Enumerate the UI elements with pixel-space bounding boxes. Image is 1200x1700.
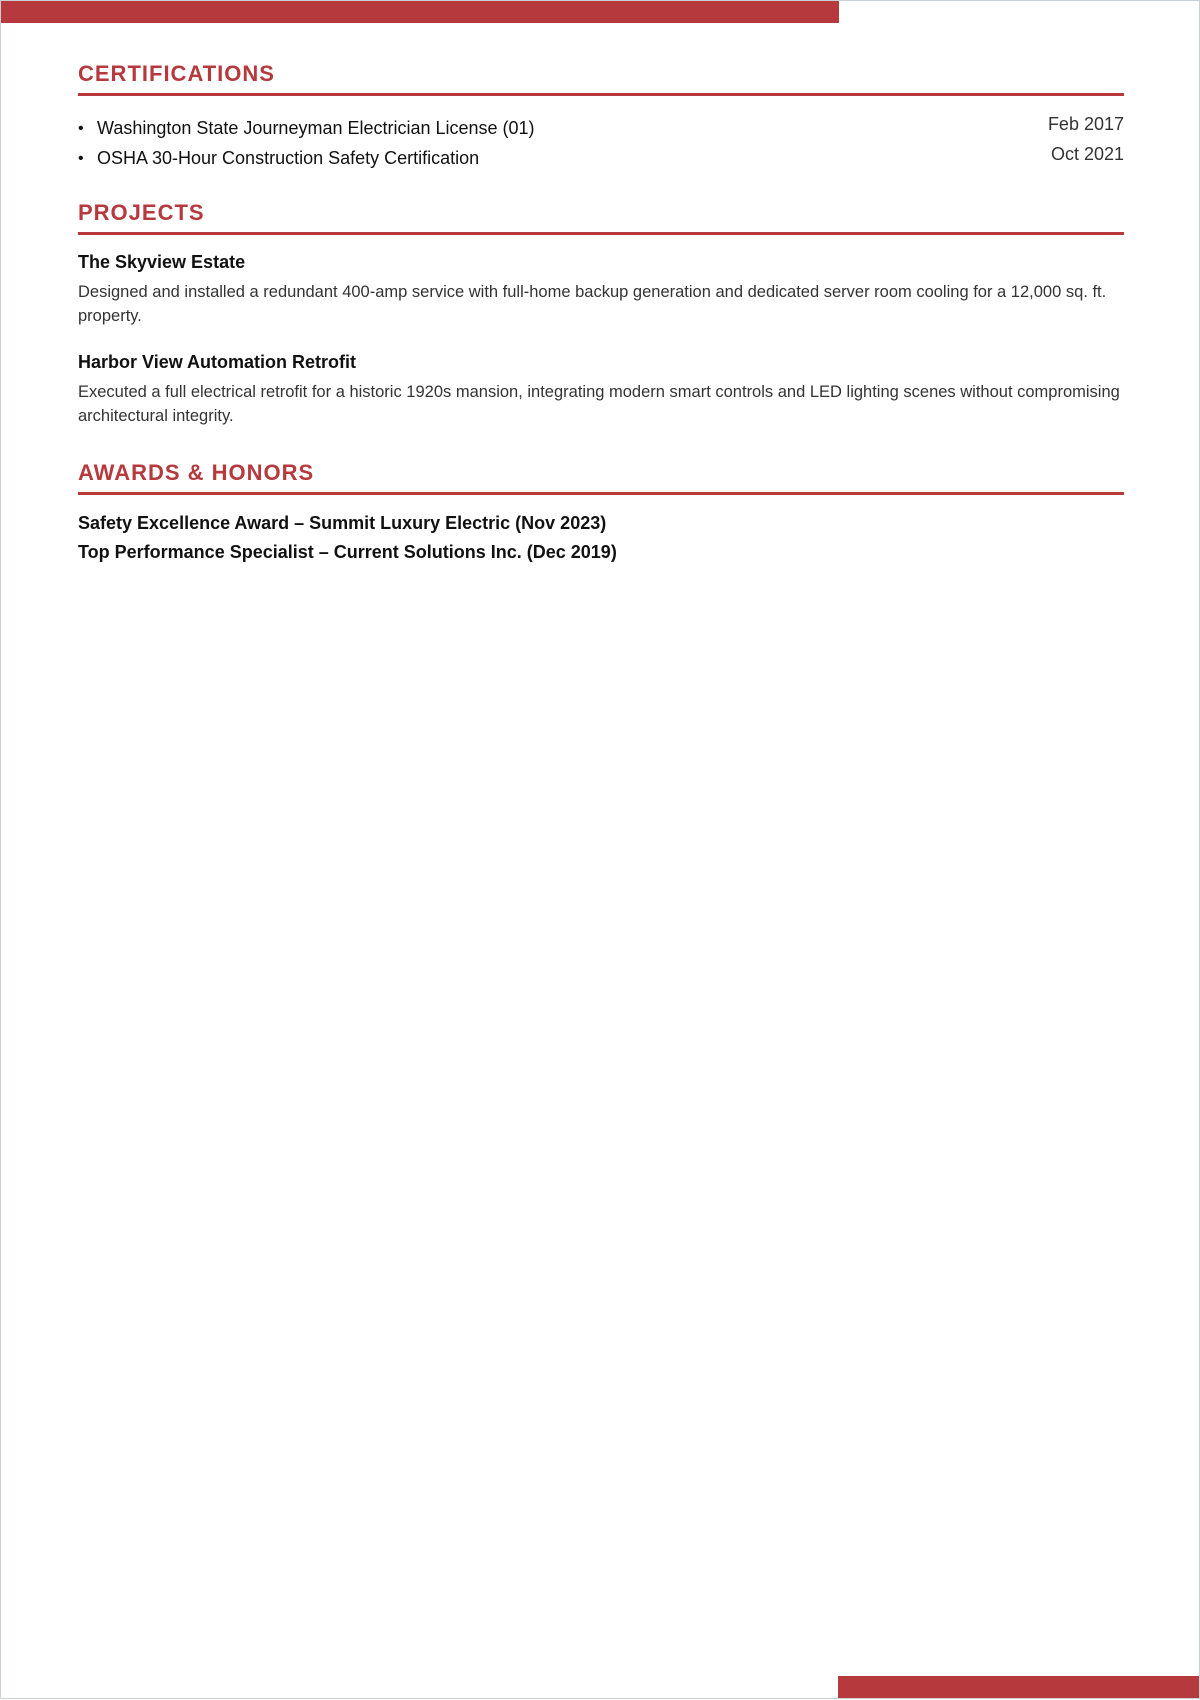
project-item [78,352,1124,428]
award-item: Safety Excellence Award – Summit Luxury Electric (Nov 2023) [78,513,607,533]
certification-name: OSHA 30-Hour Construction Safety Certification [97,148,480,168]
awards-heading: AWARDS & HONORS [78,460,1124,495]
certification-date: Oct 2021 [1050,144,1124,164]
awards-list [78,513,1124,571]
top-accent-bar [1,1,839,23]
certification-item [78,114,1124,144]
bullet-icon: • [78,120,84,137]
certifications-section [78,61,1124,174]
project-title: Harbor View Automation Retrofit [78,352,357,372]
certification-item [78,144,1124,174]
project-item [78,252,1124,328]
bullet-icon: • [78,150,84,167]
project-description: Executed a full electrical retrofit for a historic 1920s mansion, integrating modern smart controls and LED lighting scenes without compromising architectural integrity. [78,383,1120,425]
projects-heading: PROJECTS [78,200,1124,235]
project-description: Designed and installed a redundant 400-amp service with full-home backup generation and dedicated server room cooling for a 12,000 sq. ft. property. [78,283,1107,325]
project-title: The Skyview Estate [78,252,246,272]
awards-section [78,460,1124,571]
certification-date: Feb 2017 [1047,114,1124,134]
certification-name: Washington State Journeyman Electrician License (01) [97,118,535,138]
bottom-accent-bar [838,1676,1199,1698]
certifications-list [78,114,1124,174]
projects-section [78,200,1124,428]
award-item: Top Performance Specialist – Current Solutions Inc. (Dec 2019) [78,542,617,562]
certifications-heading: CERTIFICATIONS [78,61,1124,96]
